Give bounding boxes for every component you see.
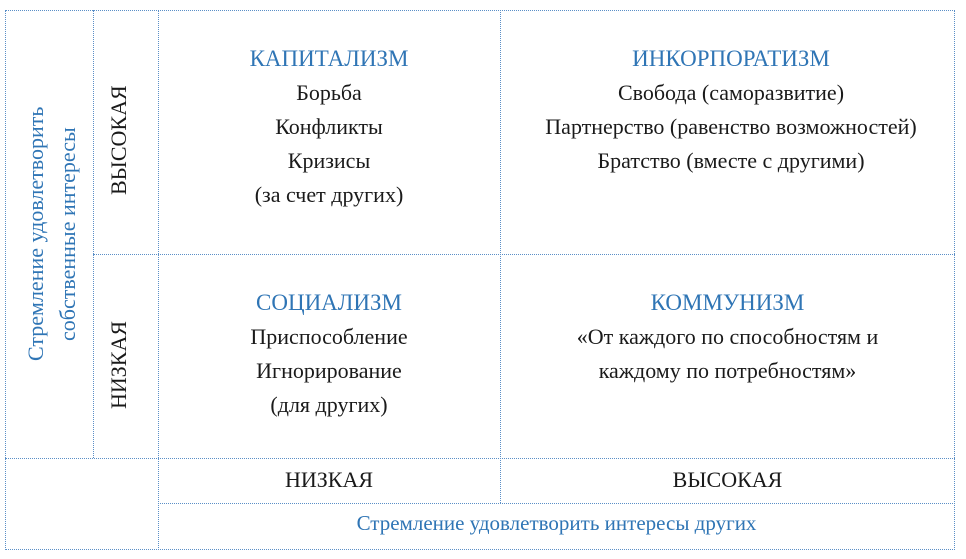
x-axis-high-label: ВЫСОКАЯ xyxy=(672,467,783,492)
x-axis-low-label: НИЗКАЯ xyxy=(284,467,374,492)
x-axis-title: Стремление удовлетворить интересы других xyxy=(356,511,757,535)
quadrant-socialism-line: (для других) xyxy=(270,392,388,417)
quadrant-socialism-line: Игнорирование xyxy=(256,358,402,383)
quadrant-socialism xyxy=(158,286,500,422)
quadrant-incorporatism xyxy=(500,42,962,178)
quadrant-communism-line: каждому по потребностям» xyxy=(598,358,857,383)
quadrant-capitalism-line: Кризисы xyxy=(287,148,371,173)
y-axis-title-line-1: Стремление удовлетворить xyxy=(23,106,48,362)
quadrant-communism-line: «От каждого по способностям и xyxy=(576,324,879,349)
grid-line-center-horizontal xyxy=(93,254,955,255)
quadrant-incorporatism-line: Братство (вместе с другими) xyxy=(597,148,865,173)
y-axis-high-label: ВЫСОКАЯ xyxy=(106,85,131,195)
quadrant-capitalism xyxy=(158,42,500,212)
quadrant-socialism-title: СОЦИАЛИЗМ xyxy=(256,290,402,315)
quadrant-capitalism-line: Конфликты xyxy=(275,114,383,139)
y-axis-title-line-2: собственные интересы xyxy=(55,127,80,341)
grid-line-x-title-top xyxy=(158,503,955,504)
y-axis-low-label: НИЗКАЯ xyxy=(106,320,131,410)
quadrant-capitalism-line: (за счет других) xyxy=(254,182,404,207)
quadrant-incorporatism-title: ИНКОРПОРАТИЗМ xyxy=(632,46,830,71)
quadrant-socialism-line: Приспособление xyxy=(250,324,408,349)
grid-line-x-level-top xyxy=(5,458,955,459)
quadrant-capitalism-title: КАПИТАЛИЗМ xyxy=(249,46,409,71)
quadrant-incorporatism-line: Партнерство (равенство возможностей) xyxy=(545,114,917,139)
quadrant-communism xyxy=(500,286,955,388)
quadrant-incorporatism-line: Свобода (саморазвитие) xyxy=(617,80,845,105)
quadrant-communism-title: КОММУНИЗМ xyxy=(650,290,805,315)
grid-line-y-title-divider xyxy=(93,10,94,458)
y-axis-title xyxy=(20,10,84,458)
quadrant-capitalism-line: Борьба xyxy=(296,80,362,105)
